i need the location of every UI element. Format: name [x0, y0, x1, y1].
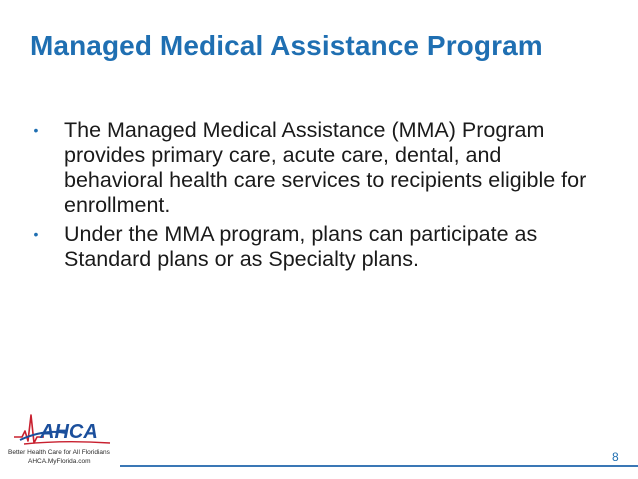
bullet-text: Under the MMA program, plans can participate as Standard plans or as Specialty plans.	[64, 222, 538, 271]
footer-divider	[120, 465, 638, 467]
logo-url: AHCA.MyFlorida.com	[28, 458, 91, 465]
bullet-icon: •	[33, 122, 39, 138]
slide-title: Managed Medical Assistance Program	[30, 30, 543, 61]
bullet-text: The Managed Medical Assistance (MMA) Program provides primary care, acute care, dental, and behavioral health care services to recipients eligible for enrollment.	[64, 118, 587, 217]
bullet-icon: •	[33, 226, 39, 242]
page-number: 8	[612, 450, 619, 464]
bullet-list	[30, 118, 590, 276]
ahca-logo-icon	[14, 407, 114, 447]
bullet-item	[30, 222, 590, 272]
ahca-logo	[6, 405, 116, 477]
bullet-item	[30, 118, 590, 218]
logo-tagline: Better Health Care for All Floridians	[8, 449, 110, 456]
logo-wordmark: AHCA	[40, 421, 98, 443]
